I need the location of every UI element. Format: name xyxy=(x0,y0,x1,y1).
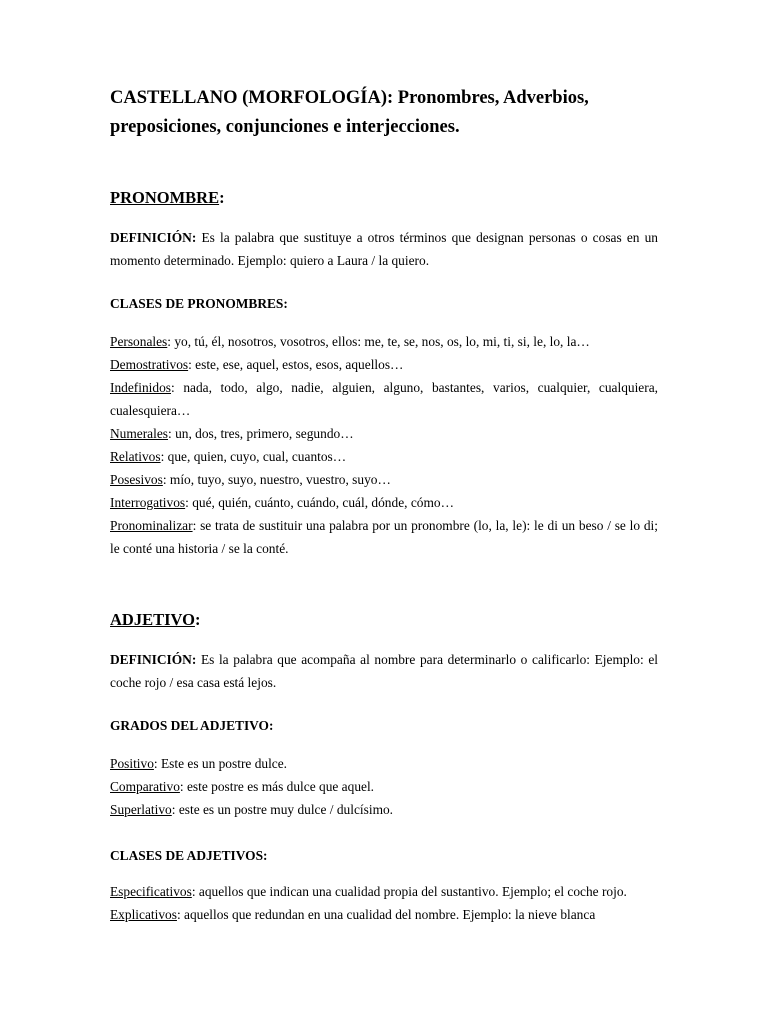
definition-label: DEFINICIÓN: xyxy=(110,652,197,667)
adjetivo-definition xyxy=(110,648,658,694)
adjetivo-grados-heading: GRADOS DEL ADJETIVO: xyxy=(110,718,274,733)
list-item: Posesivos: mío, tuyo, suyo, nuestro, vuestro, suyo… xyxy=(110,472,391,487)
definition-text: Es la palabra que sustituye a otros términos que designan personas o cosas en un momento determinado. Ejemplo: quiero a Laura / la quiero. xyxy=(110,230,658,268)
list-item: Explicativos: aquellos que redundan en una cualidad del nombre. Ejemplo: la nieve blanca xyxy=(110,907,596,922)
list-item: Pronominalizar: se trata de sustituir una palabra por un pronombre (lo, la, le): le di un beso / se lo di; le conté una historia / se la conté. xyxy=(110,518,658,556)
adjetivo-clases-heading: CLASES DE ADJETIVOS: xyxy=(110,848,268,863)
list-item: Superlativo: este es un postre muy dulce / dulcísimo. xyxy=(110,802,394,817)
definition-label: DEFINICIÓN: xyxy=(110,230,197,245)
document-title: CASTELLANO (MORFOLOGÍA): Pronombres, Adverbios, preposiciones, conjunciones e interjecciones. xyxy=(110,88,589,137)
pronombre-classes-heading: CLASES DE PRONOMBRES: xyxy=(110,296,288,311)
list-item: Demostrativos: este, ese, aquel, estos, esos, aquellos… xyxy=(110,357,404,372)
list-item: Numerales: un, dos, tres, primero, segundo… xyxy=(110,426,354,441)
adjetivo-clases-list xyxy=(110,880,658,926)
adjetivo-grados-list xyxy=(110,752,658,821)
section-heading-pronombre: PRONOMBRE: xyxy=(110,188,225,207)
section-heading-adjetivo: ADJETIVO: xyxy=(110,610,201,629)
list-item: Indefinidos: nada, todo, algo, nadie, alguien, alguno, bastantes, varios, cualquier, cualquiera, cualesquiera… xyxy=(110,380,658,418)
list-item: Interrogativos: qué, quién, cuánto, cuándo, cuál, dónde, cómo… xyxy=(110,495,454,510)
definition-text: Es la palabra que acompaña al nombre para determinarlo o calificarlo: Ejemplo: el coche rojo / esa casa está lejos. xyxy=(110,652,658,690)
list-item: Positivo: Este es un postre dulce. xyxy=(110,756,288,771)
list-item: Relativos: que, quien, cuyo, cual, cuantos… xyxy=(110,449,347,464)
list-item: Comparativo: este postre es más dulce que aquel. xyxy=(110,779,375,794)
list-item: Especificativos: aquellos que indican una cualidad propia del sustantivo. Ejemplo; el coche rojo. xyxy=(110,884,627,899)
pronombre-classes-list xyxy=(110,330,658,560)
pronombre-definition xyxy=(110,226,658,272)
list-item: Personales: yo, tú, él, nosotros, vosotros, ellos: me, te, se, nos, os, lo, mi, ti, si, le, lo, la… xyxy=(110,334,590,349)
